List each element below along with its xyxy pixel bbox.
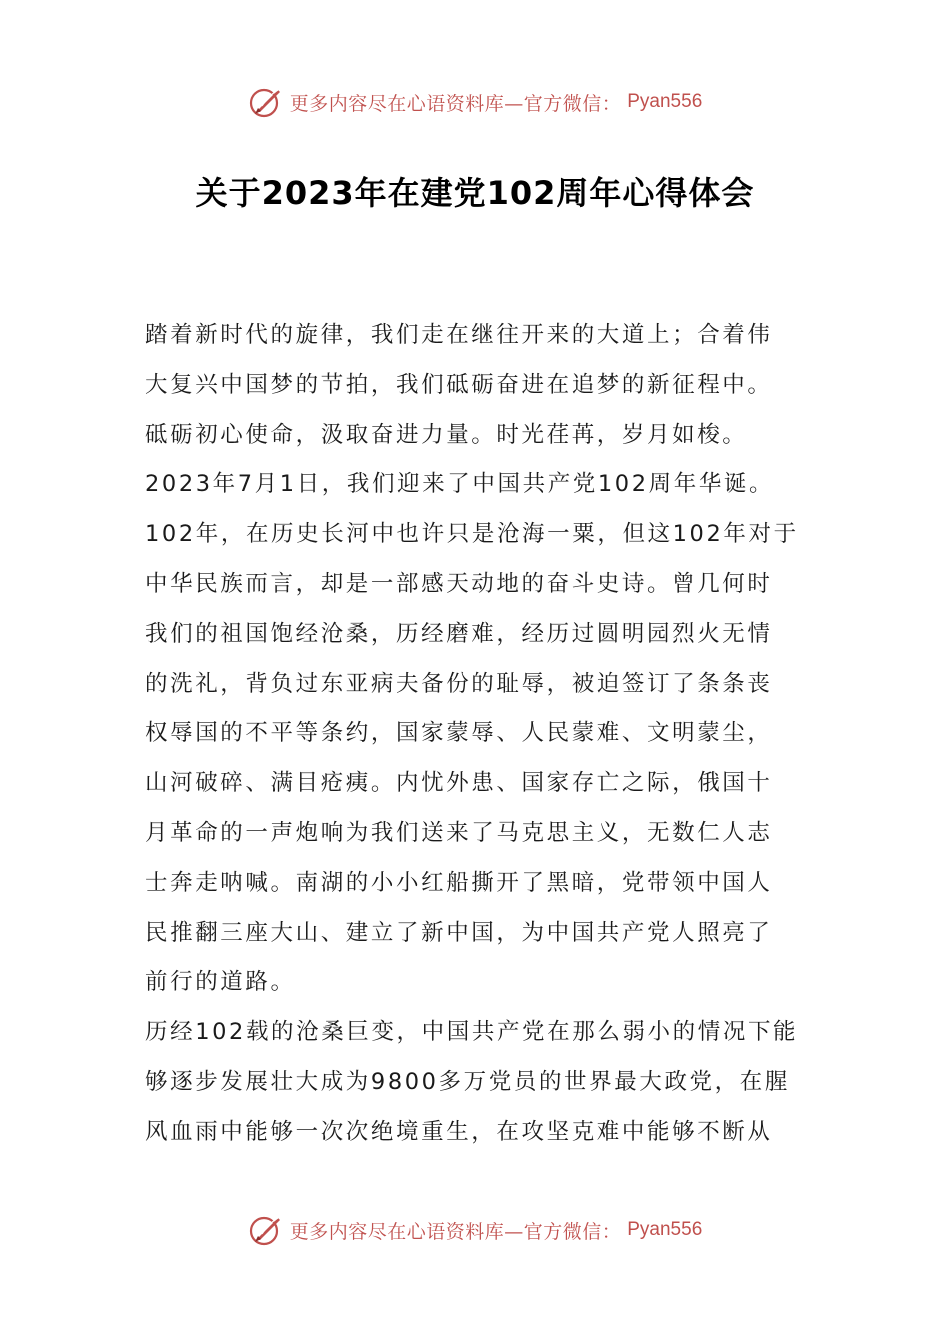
body-line: 大复兴中国梦的节拍，我们砥砺奋进在追梦的新征程中。 xyxy=(145,371,773,398)
footer-banner-text: 更多内容尽在心语资料库—官方微信： xyxy=(289,1220,622,1243)
document-title: 关于2023年在建党102周年心得体会 xyxy=(195,174,755,212)
body-line: 砥砺初心使命，汲取奋进力量。时光荏苒，岁月如梭。 xyxy=(145,421,748,448)
quill-logo-icon xyxy=(248,1212,284,1248)
body-line: 风血雨中能够一次次绝境重生，在攻坚克难中能够不断从 xyxy=(145,1118,773,1145)
header-banner-text: 更多内容尽在心语资料库—官方微信： xyxy=(289,92,622,115)
body-line: 前行的道路。 xyxy=(145,969,296,996)
body-line: 月革命的一声炮响为我们送来了马克思主义，无数仁人志 xyxy=(145,819,773,846)
body-line: 民推翻三座大山、建立了新中国，为中国共产党人照亮了 xyxy=(145,919,773,946)
body-line: 权辱国的不平等条约，国家蒙辱、人民蒙难、文明蒙尘， xyxy=(145,720,773,747)
body-line: 够逐步发展壮大成为9800多万党员的世界最大政党，在腥 xyxy=(145,1068,790,1095)
body-line: 的洗礼，背负过东亚病夫备份的耻辱，被迫签订了条条丧 xyxy=(145,670,773,697)
header-banner xyxy=(0,82,950,122)
document-body xyxy=(145,311,810,1158)
body-line: 士奔走呐喊。南湖的小小红船撕开了黑暗，党带领中国人 xyxy=(145,869,773,896)
body-line: 102年，在历史长河中也许只是沧海一粟，但这102年对于 xyxy=(145,521,799,548)
body-line: 2023年7月1日，我们迎来了中国共产党102周年华诞。 xyxy=(145,471,775,498)
header-banner-handle: Pyan556 xyxy=(627,91,703,112)
footer-banner-handle: Pyan556 xyxy=(627,1219,703,1240)
body-line: 我们的祖国饱经沧桑，历经磨难，经历过圆明园烈火无情 xyxy=(145,620,773,647)
footer-banner xyxy=(0,1210,950,1250)
body-line: 历经102载的沧桑巨变，中国共产党在那么弱小的情况下能 xyxy=(145,1019,799,1046)
quill-logo-icon xyxy=(248,84,284,120)
body-line: 踏着新时代的旋律，我们走在继往开来的大道上；合着伟 xyxy=(145,322,773,348)
body-line: 山河破碎、满目疮痍。内忧外患、国家存亡之际，俄国十 xyxy=(145,770,773,797)
body-line: 中华民族而言，却是一部感天动地的奋斗史诗。曾几何时 xyxy=(145,570,773,597)
